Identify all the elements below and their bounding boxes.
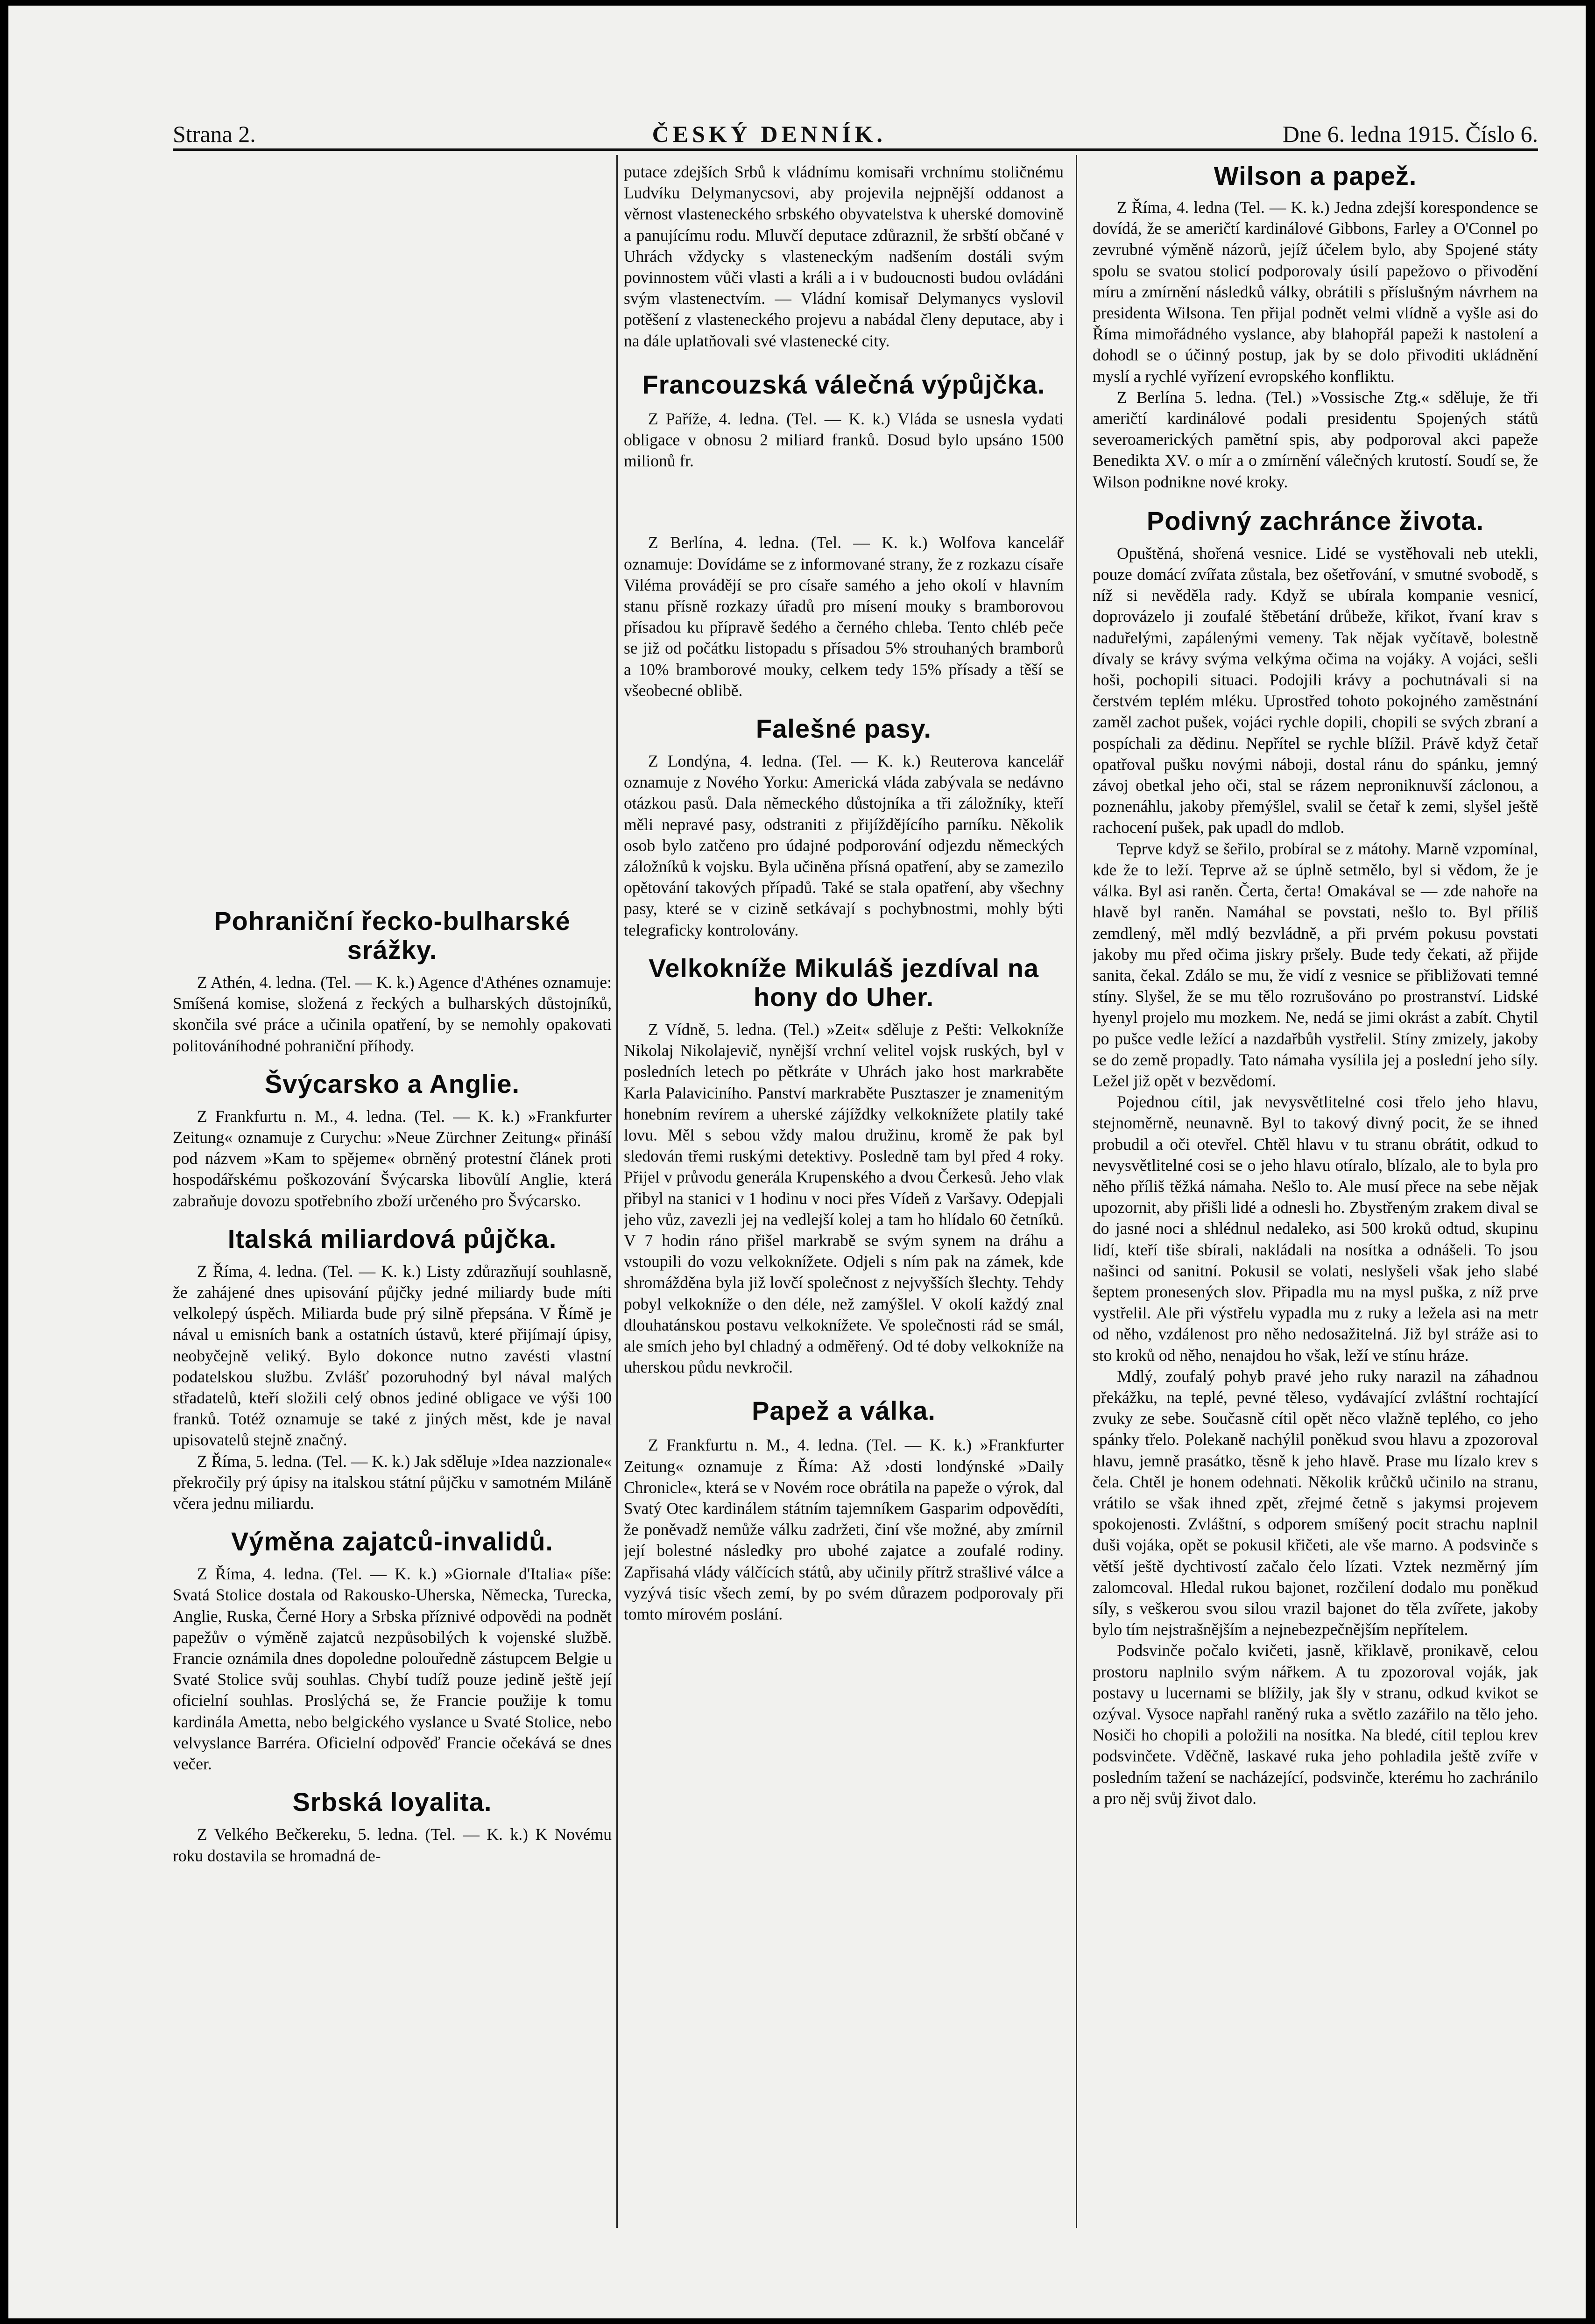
article-title: Velkokníže Mikuláš jezdíval na hony do Uher. (648, 953, 1039, 1012)
article-title: Papež a válka. (752, 1396, 936, 1426)
column-divider (1076, 155, 1077, 2228)
article-text: Z Frankfurtu n. M., 4. ledna. (Tel. — K. k.) »Frankfurter Zeitung« oznamuje z Curychu: »Neue Zürchner Zeitung« přináší pod názvem »Kam to spějeme« obrněný protestní článek proti hospodářskému poškozování Švýcarska libovůlí Anglie, která zabraňuje dovozu spotřebního zboží určeného pro Švýcarsko. (173, 1106, 612, 1210)
issue-date: Dne 6. ledna 1915. Číslo 6. (1282, 121, 1538, 147)
article-text: Mdlý, zoufalý pohyb pravé jeho ruky narazil na záhadnou překážku, na teplé, pevné těleso, vydávající zvláštní rochtající zvuky ze sebe. Současně cítil opět něco vlažně teplého, co jeho spánky třelo. Polekaně nachýlil poněkud svou hlavu a zpozoroval hlavu, jemně prasátko, těsně k jeho hlavě. Prase mu lízalo krev s čela. Chtěl je honem odehnati. Několik krůčků učinilo na stranu, vrátilo se však ihned zpět, zřejmé četně s jakymsi projevem spokojenosti. Zvláštní, s odporem smíšený pocit strachu naplnil duši vojáka, opět se pokusil křičeti, ale vše marno. A podsvinče s větší ještě dychtivostí začalo čelo lízati. Vztek nezměrný jím zalomcoval. Hledal rukou bajonet, rozčilení dodalo mu poněkud síly, s veškerou svou silou vrazil bajonet do těla zvířete, jakoby bylo tím nejstrašnějším a nejnebezpečnějším nepřítelem. (1093, 1366, 1538, 1639)
article-text: Z Říma, 4. ledna. (Tel. — K. k.) Listy zdůrazňují souhlasně, že zahájené dnes upisování půjčky jedné miliardy bude míti velkolepý úspěch. Miliarda bude prý silně přepsána. V Římě je nával u emisních bank a ostatních ústavů, které přijímají úpisy, neobyčejně veliký. Bylo dokonce nutno zavésti vlastní podatelskou službu. Zvlášť pozoruhodný byl nával malých střadatelů, kteří složili celý obnos jediné obligace ve výši 100 franků. Totéž oznamuje se také z jiných měst, kde je naval upisovatelů stejně značný. (173, 1261, 612, 1450)
column-3 (1093, 162, 1538, 2225)
article-text: Opuštěná, shořená vesnice. Lidé se vystěhovali neb utekli, pouze domácí zvířata zůstala, bez ošetřování, v smutné svobodě, s níž si nevěděla rady. Když se ubírala kompanie vesnicí, doprovázelo ji zoufalé štěbetání drůbeže, křikot, řvaní krav s naduřelými, zapálenými vemeny. Tak nějak vyčítavě, bolestně dívaly se krávy svýma velkýma očima na vojáky. A vojáci, sešli hoši, pochopili situaci. Podojili krávy a pochutnávali si na čerstvém teplém mléku. Uprostřed tohoto pokojného zaměstnání zaměl zachot pušek, vojáci rychle dopili, chopili se svých zbraní a pospíchali za dědinu. Nepřítel se rychle blížil. Právě když četař opatřoval pušku novými náboji, dostal ránu do spánku, jemný závoj obetkal jeho oči, stal se rázem neproniknuvší záclonou, a poznenáhlu, jakoby přemýšlel, svalil se četař k zemi, slyšel ještě rachocení pušek, pak upadl do mdlob. (1093, 543, 1538, 837)
column-1 (173, 907, 612, 2251)
article-text: Z Berlína, 4. ledna. (Tel. — K. k.) Wolfova kancelář oznamuje: Dovídáme se z informované strany, že z rozkazu císaře Viléma provádějí se pro císaře samého a jeho okolí v hlavním stanu přísně rozkazy úřadů pro mísení mouky s bramborovou přísadou ku přípravě šedého a černého chleba. Tento chléb peče se již od počátku listopadu s přísadou 5% strouhaných bramborů a 10% bramborové mouky, celkem tedy 15% přísady a těší se všeobecné oblibě. (624, 533, 1064, 700)
article-text: Podsvinče počalo kvičeti, jasně, křiklavě, pronikavě, celou prostoru naplnilo svým nářkem. A tu zpozoroval voják, jak postavy u lucernami se blížily, jak šly v stranu, odkud kvikot se ozýval. Vysoce napřahl raněný ruka a světlo zazářilo na tělo jeho. Nosiči ho chopili a položili na nosítka. Na bledé, cítil teplou krev podsvinčete. Vděčně, laskavé ruka jeho pohladila ještě zvíře v posledním tažení se nacházející, podsvinče, kterému ho zachránilo a pro něj svůj život dalo. (1093, 1641, 1538, 1808)
newspaper-title: ČESKÝ DENNÍK. (652, 121, 886, 147)
article-text: Z Vídně, 5. ledna. (Tel.) »Zeit« sděluje z Pešti: Velkokníže Nikolaj Nikolajevič, nynější vrchní velitel vojsk ruských, byl v posledních letech po pětkráte v Uhrách jako host markraběte Karla Palaviciního. Panství markraběte Pusztaszer je znamenitým honebním revírem a uherské zájíždky velkoknížete platily také lovu. Měl s sebou vždy malou družinu, kromě že pak byl sledován třemi ruskými detektivy. Posledně tam byl před 4 roky. Přijel v průvodu generála Krupenského a dvou Čerkesů. Jeho vlak přibyl na stanici v 1 hodinu v noci přes Vídeň z Varšavy. Odepjali jeho vůz, zavezli jej na vedlejší kolej a tam ho hlídalo 60 četníků. V 7 hodin ráno přišel markrabě se svým synem na dráhu a vstoupili do vozu velkoknížete. Odjeli s ním pak na zámek, kde shromážděna byla již lovčí společnost z nejvyšších šlechty. Tehdy pobyl velkokníže o den déle, než zamýšlel. V okolí každý znal dlouhatánskou postavu velkoknížete. Ve společnosti rád se smál, ale smích jeho byl chladný a odměřený. Od té doby velkokníže na uherskou půdu nevkročil. (624, 1020, 1064, 1377)
article-text: Teprve když se šeřilo, probíral se z mátohy. Marně vzpomínal, kde že to leží. Teprve až se úplně setmělo, byl si vědom, že je válka. Byl asi raněn. Čerta, čerta! Omakával se — zde nahoře na hlavě byl raněn. Namáhal se povstati, nešlo to. Byl příliš zemdlený, měl mdlý bezvládně, a při prvém pokusu povstati jakoby mu před očima jiskry pršely. Bude tedy čekati, až přijde sanita, čekal. Zdálo se mu, že vidí z vesnice se přibližovati temné stíny. Slyšel, že se mu tělo rozrušováno po prostranství. Lidské hyenyl projelo mu mozkem. Ne, nedá se jimi okrást a zabít. Chytil po pušce vedle ležící a nazdařbůh vystřelil. Stíny zmizely, jakoby se do země propadly. Tato námaha vysílila jej a poslední jeho síly. Ležel již opět v bezvědomí. (1093, 839, 1538, 1090)
article-title: Wilson a papež. (1214, 162, 1417, 190)
article-text: putace zdejších Srbů k vládnímu komisaři vrchnímu stoličnému Ludvíku Delymanycsovi, aby projevila nejpnější oddanost a věrnost vlasteneckého srbského obyvatelstva k uherské domovině a panujícímu rodu. Mluvčí deputace zdůraznil, že srbští občané v Uhrách vždycky s vlasteneckým nadšením dostáli svým povinnostem vůči vlasti a králi a i v budoucnosti budou ovládáni svým vlastenectvím. — Vládní komisař Delymanycs vyslovil potěšení z vlasteneckého projevu a nabádal členy deputace, aby i na dále uplatňovali své vlastenecké city. (624, 162, 1064, 350)
article-title: Italská miliardová půjčka. (227, 1224, 557, 1254)
article-text: Z Athén, 4. ledna. (Tel. — K. k.) Agence d'Athénes oznamuje: Smíšená komise, složená z řeckých a bulharských důstojníků, skončila své práce a učinila opatření, by se nemohly opakovati politováníhodné pohraniční příhody. (173, 973, 612, 1055)
article-text: Z Říma, 5. ledna. (Tel. — K. k.) Jak sděluje »Idea nazzionale« překročily prý úpisy na italskou státní půjčku v samotném Miláně včera jednu miliardu. (173, 1451, 612, 1513)
article-text: Pojednou cítil, jak nevysvětlitelné cosi třelo jeho hlavu, stejnoměrně, neunavně. Byl to takový divný pocit, že se ihned probudil a oči otevřel. Chtěl hlavu v tu stranu obrátit, odkud to nevysvětlitelné cosi se o jeho hlavu otíralo, blízalo, ale to byla pro něho příliš těžká námaha. Nešlo to. Ale musí přece na sebe nějak upozornit, aby přišli lidé a odnesli ho. Zbystřeným zrakem dival se do jasné noci a shlédnul nedaleko, asi 500 kroků odtud, skupinu lidí, kteří tiše sbírali, nakládali na nosítka a odnášeli. To jsou našinci od sanitní. Pokusil se volati, neslyšeli však jeho slabé šeptem pronesených slov. Připadla mu na mysl puška, z níž prve vystřelil. Ale při výstřelu vypadla mu z ruky a ležela asi na metr od něho, vzdálenost pro něho nedosažitelná. Již byl stráže asi to sto kroků od něho, nenajdou ho však, leží ve stínu hráze. (1093, 1092, 1538, 1365)
page-header (173, 115, 1538, 148)
article-text: Z Velkého Bečkereku, 5. ledna. (Tel. — K. k.) K Novému roku dostavila se hromadná de- (173, 1825, 612, 1865)
article-text: Z Berlína 5. ledna. (Tel.) »Vossische Ztg.« sděluje, že tři američtí kardinálové podali presidentu Spojených států severoamerických pamětní spis, aby podporoval akci papeže Benedikta XV. o mír a o zmírnění válečných krutostí. Soudí se, že Wilson podnikne nové kroky. (1093, 387, 1538, 491)
page-number: Strana 2. (173, 121, 256, 147)
newspaper-page (8, 6, 1586, 2318)
article-text: Z Frankfurtu n. M., 4. ledna. (Tel. — K. k.) »Frankfurter Zeitung« oznamuje z Říma: Až ›dosti londýnské »Daily Chronicle«, která se v Novém roce obrátila na papeže o výrok, dal Svatý Otec kardinálem státním tajemníkem Gasparim odpovědíti, že poněvadž nemůže válku zadržeti, činí vše možné, aby zmírnil její bolestné následky pro ubohé zajatce a zoufalé rodiny. Zapřisahá vlády válčících států, aby učinily přítrž strašlivé válce a vyzývá tisíc všech zemí, by po svém důrazem podporovaly při tomto mírovém poslání. (624, 1436, 1064, 1623)
header-rule (173, 148, 1538, 151)
article-title: Pohraniční řecko-bulharské srážky. (214, 907, 571, 965)
article-text: Z Říma, 4. ledna. (Tel. — K. k.) »Giornale d'Italia« píše: Svatá Stolice dostala od Rakousko-Uherska, Německa, Turecka, Anglie, Ruska, Černé Hory a Srbska příznivé odpovědi na podnět papežův o výměně zajatců nezpůsobilých k vojenské službě. Francie oznámila dnes dopoledne polouředně zástupcem Belgie u Svaté Stolice svůj souhlas. Chybí tudíž pouze jedině ještě její oficielní souhlas. Proslýchá se, že Francie použije k tomu kardinála Ametta, nebo belgického vyslance u Svaté Stolice, nebo velvyslance Barréra. Oficielní odpověď Francie očekává se dnes večer. (173, 1564, 612, 1774)
article-text: Z Paříže, 4. ledna. (Tel. — K. k.) Vláda se usnesla vydati obligace v obnosu 2 miliard franků. Dosud bylo upsáno 1500 milionů fr. (624, 409, 1064, 471)
article-title: Podivný zachránce života. (1146, 506, 1484, 535)
article-title: Výměna zajatců-invalidů. (231, 1527, 553, 1556)
article-title: Falešné pasy. (755, 714, 932, 744)
column-2 (624, 162, 1064, 2211)
article-text: Z Londýna, 4. ledna. (Tel. — K. k.) Reuterova kancelář oznamuje z Nového Yorku: Americká vláda zabývala se nedávno otázkou pasů. Dala německého důstojníka a tři záložníky, kteří měli nepravé pasy, odstraniti z přijíždějícího parníku. Několik osob bylo zatčeno pro údajné podporování odjezdu německých záložníků k vojsku. Byla učiněna přísná opatření, aby se zamezilo opětování takových případů. Také se stala opatření, aby všechny pasy, které se v cizině setkávají s pochybnostmi, mohly býti telegraficky kontrolovány. (624, 752, 1064, 939)
article-text: Z Říma, 4. ledna (Tel. — K. k.) Jedna zdejší korespondence se dovídá, že se američtí kardinálové Gibbons, Farley a O'Connel po zevrubné výměně názorů, jejíž účelem bylo, aby Spojené státy spolu se svatou stolicí podporovaly úsilí papežovo o přivodění míru a zmírnění následků války, obrátili s příslušným návrhem na presidenta Wilsona. Ten přijal podnět velmi vlídně a vyšle asi do Říma mimořádného vyslance, aby blahopřál papeži k nastolení a dohodl se o účinný postup, jak by se dolo přivoditi ukládnění myslí a rychlé vyřízení evropského konfliktu. (1093, 198, 1538, 386)
article-title: Srbská loyalita. (292, 1787, 492, 1817)
article-title: Francouzská válečná výpůjčka. (642, 369, 1045, 399)
column-divider (616, 155, 618, 2228)
article-title: Švýcarsko a Anglie. (264, 1069, 520, 1099)
